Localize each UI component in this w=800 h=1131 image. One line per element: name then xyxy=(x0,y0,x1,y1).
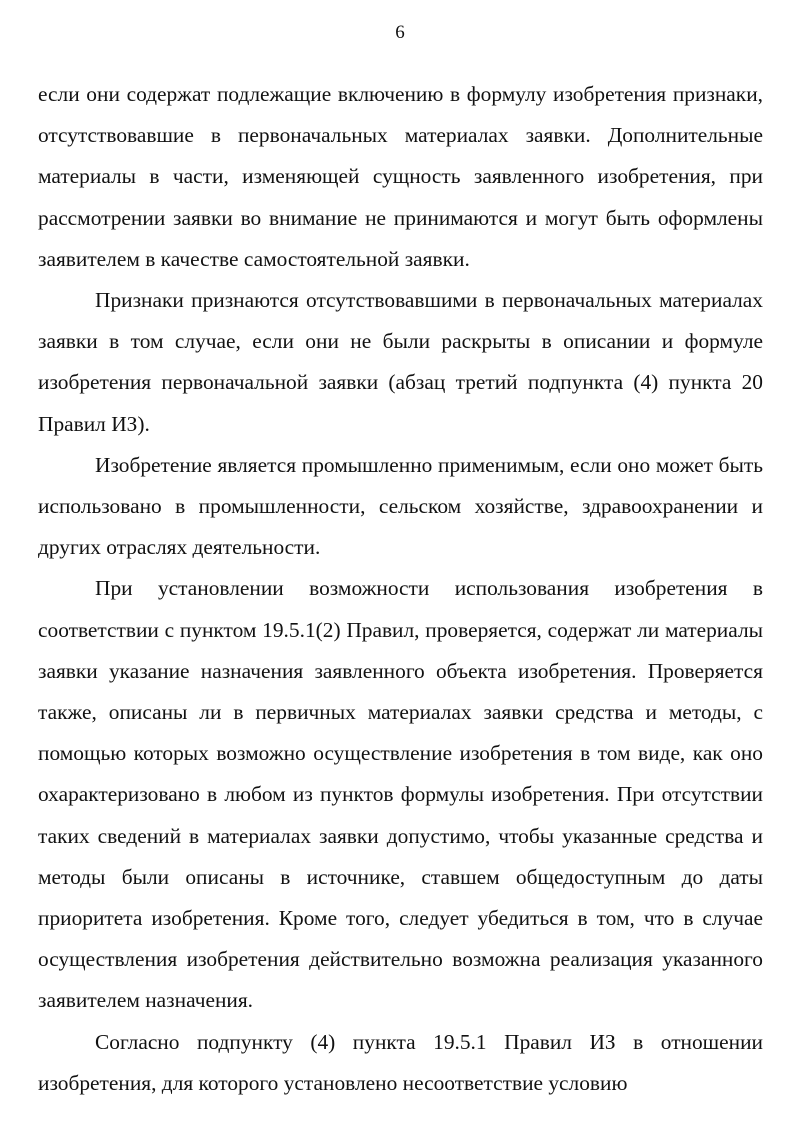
paragraph-industrial-applicability: Изобретение является промышленно применимым, если оно может быть использовано в промышленности, сельском хозяйстве, здравоохранении и других отраслях деятельности. xyxy=(38,452,763,560)
paragraph-continuation: если они содержат подлежащие включению в формулу изобретения признаки, отсутствовавшие в первоначальных материалах заявки. Дополнительные материалы в части, изменяющей сущность заявленного изобретения, при рассмотрении заявки во внимание не принимаются и могут быть оформлены заявителем в качестве самостоятельной заявки. xyxy=(38,82,763,271)
paragraph-features-absent: Признаки признаются отсутствовавшими в первоначальных материалах заявки в том случае, если они не были раскрыты в описании и формуле изобретения первоначальной заявки (абзац третий подпункта (4) пункта 20 Правил ИЗ). xyxy=(38,288,763,436)
paragraph-nonconformity: Согласно подпункту (4) пункта 19.5.1 Правил ИЗ в отношении изобретения, для которого установлено несоответствие условию xyxy=(38,1029,763,1095)
page-number: 6 xyxy=(395,22,405,43)
paragraph-applicability-check: При установлении возможности использования изобретения в соответствии с пунктом 19.5.1(2) Правил, проверяется, содержат ли материалы заявки указание назначения заявленного объекта изобретения. Проверяется также, описаны ли в первичных материалах заявки средства и методы, с помощью которых возможно осуществление изобретения в том виде, как оно охарактеризовано в любом из пунктов формулы изобретения. При отсутствии таких сведений в материалах заявки допустимо, чтобы указанные средства и методы были описаны в источнике, ставшем общедоступным до даты приоритета изобретения. Кроме того, следует убедиться в том, что в случае осуществления изобретения действительно возможна реализация указанного заявителем назначения. xyxy=(38,576,763,1013)
document-body xyxy=(38,74,763,1104)
